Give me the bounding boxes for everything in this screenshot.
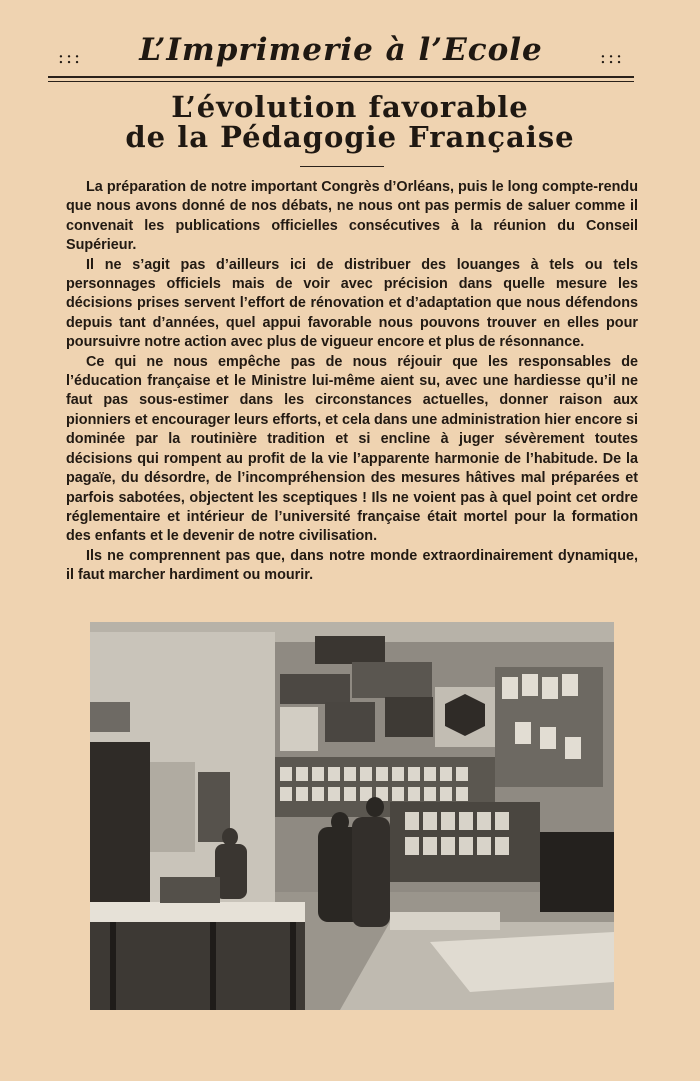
article-headline [60, 92, 640, 152]
ornament-left: ::: [57, 47, 83, 68]
masthead-rule-thin [48, 81, 634, 82]
ornament-right: ::: [599, 47, 625, 68]
article-paragraph-2: Il ne s’agit pas d’ailleurs ici de distribuer des louanges à tels ou tels personnages officiels mais de voir avec précision dans quelle mesure les décisions prises servent l’effort de rénovation et d’adaptation que nous défendons depuis tant d’années, quel appui favorable nous pouvons trouver en elles pour poursuivre notre action avec plus de vigueur encore et plus de résonnance. [66, 256, 638, 351]
headline-divider [300, 166, 384, 167]
masthead-title: L’Imprimerie à l’Ecole [139, 32, 543, 68]
exhibition-photo-drawing [90, 622, 614, 1010]
headline-line-1: L’évolution favorable [171, 90, 529, 124]
headline-line-2: de la Pédagogie Française [125, 120, 575, 154]
article-paragraph-4: Ils ne comprennent pas que, dans notre monde extraordinairement dynamique, il faut marcher hardiment ou mourir. [66, 547, 638, 584]
article-paragraph-1: La préparation de notre important Congrès d’Orléans, puis le long compte-rendu que nous avons donné de nos débats, ne nous ont pas permis de saluer comme il convenait les publications officielles consécutives à la réunion du Conseil Supérieur. [66, 179, 638, 254]
masthead-rule [48, 76, 634, 78]
article-paragraph-3: Ce qui ne nous empêche pas de nous réjouir que les responsables de l’éducation française et le Ministre lui-même aient su, avec une hardiesse qu’il ne faut pas sous-estimer dans les circonstances actuelles, donner raison aux pionniers et encourager leurs efforts, et cela dans une administration hier encore si dominée par la routinière tradition et si encline à juger sévèrement toutes décisions qui rompent au profit de la vie l’apparente harmonie de l’habitude. De la pagaïe, du désordre, de l’incompréhension des mesures hâtives mal préparées et parfois sabotées, objectent les sceptiques ! Ils ne voient pas à quel point cet ordre réglementaire et intérieur de l’université française était mortel pour la formation des enfants et le devenir de notre civilisation. [66, 353, 638, 545]
masthead [48, 30, 634, 90]
article-body [66, 178, 638, 586]
exhibition-photo [90, 622, 614, 1010]
